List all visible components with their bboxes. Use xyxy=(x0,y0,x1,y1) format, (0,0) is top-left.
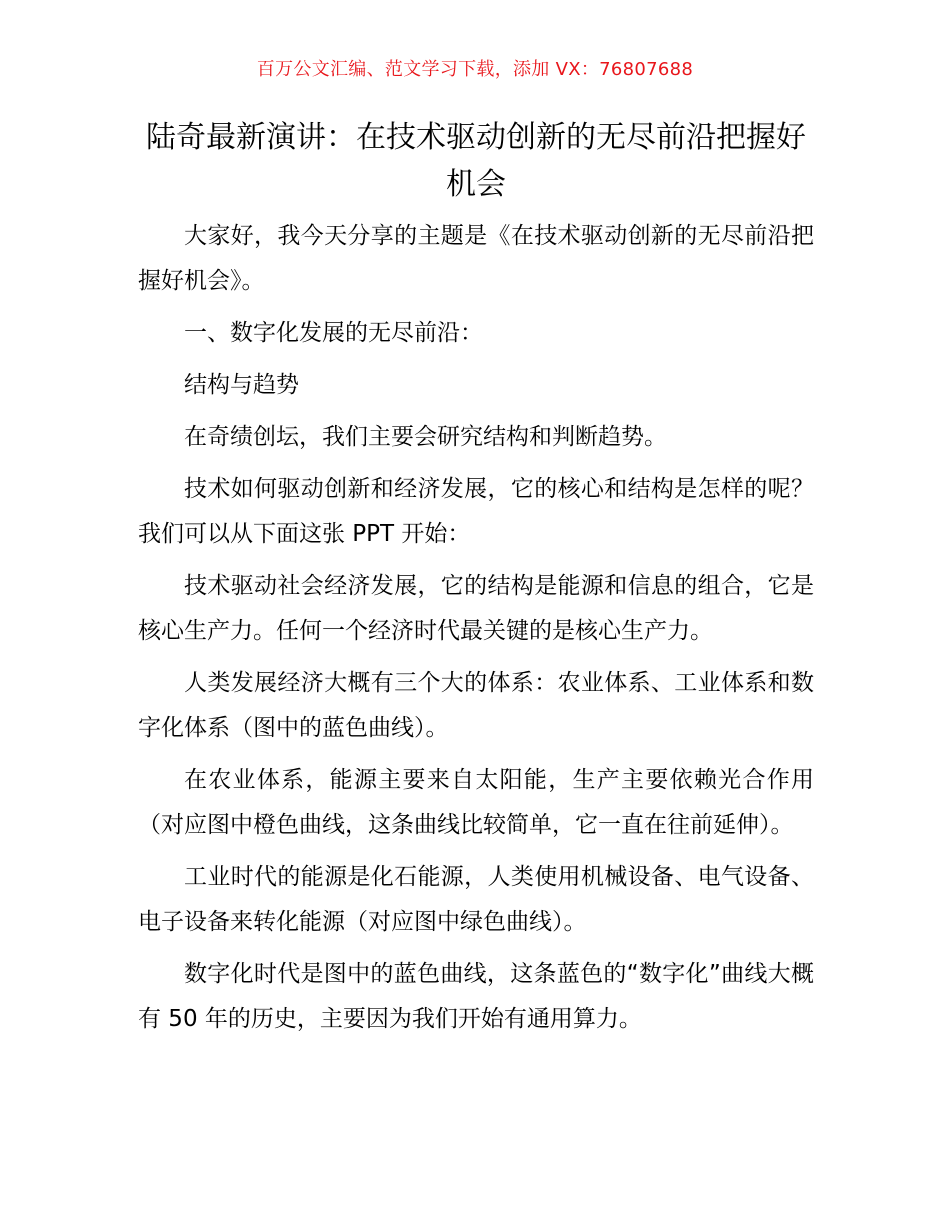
paragraph: 在奇绩创坛，我们主要会研究结构和判断趋势。 xyxy=(184,424,667,450)
paragraph: 人类发展经济大概有三个大的体系：农业体系、工业体系和数字化体系（图中的蓝色曲线）。 xyxy=(138,670,814,741)
paragraph: 在农业体系，能源主要来自太阳能，生产主要依赖光合作用（对应图中橙色曲线，这条曲线比较简单，它一直在往前延伸）。 xyxy=(138,767,814,838)
paragraph: 技术驱动社会经济发展，它的结构是能源和信息的组合，它是核心生产力。任何一个经济时代最关键的是核心生产力。 xyxy=(138,573,814,644)
section-heading-1: 一、数字化发展的无尽前沿： xyxy=(184,320,483,346)
document-title: 陆奇最新演讲：在技术驱动创新的无尽前沿把握好机会 xyxy=(146,120,806,202)
paragraph: 数字化时代是图中的蓝色曲线，这条蓝色的“数字化”曲线大概有 50 年的历史，主要因为我们开始有通用算力。 xyxy=(138,961,814,1032)
header-watermark: 百万公文汇编、范文学习下载，添加 VX：76807688 xyxy=(256,59,694,80)
paragraph-greeting: 大家好，我今天分享的主题是《在技术驱动创新的无尽前沿把握好机会》。 xyxy=(138,223,814,294)
paragraph: 技术如何驱动创新和经济发展，它的核心和结构是怎样的呢？我们可以从下面这张 PPT 开始： xyxy=(138,476,814,547)
subsection-heading: 结构与趋势 xyxy=(184,372,299,398)
paragraph: 工业时代的能源是化石能源，人类使用机械设备、电气设备、电子设备来转化能源（对应图中绿色曲线）。 xyxy=(138,864,814,935)
document-body xyxy=(138,214,814,1049)
